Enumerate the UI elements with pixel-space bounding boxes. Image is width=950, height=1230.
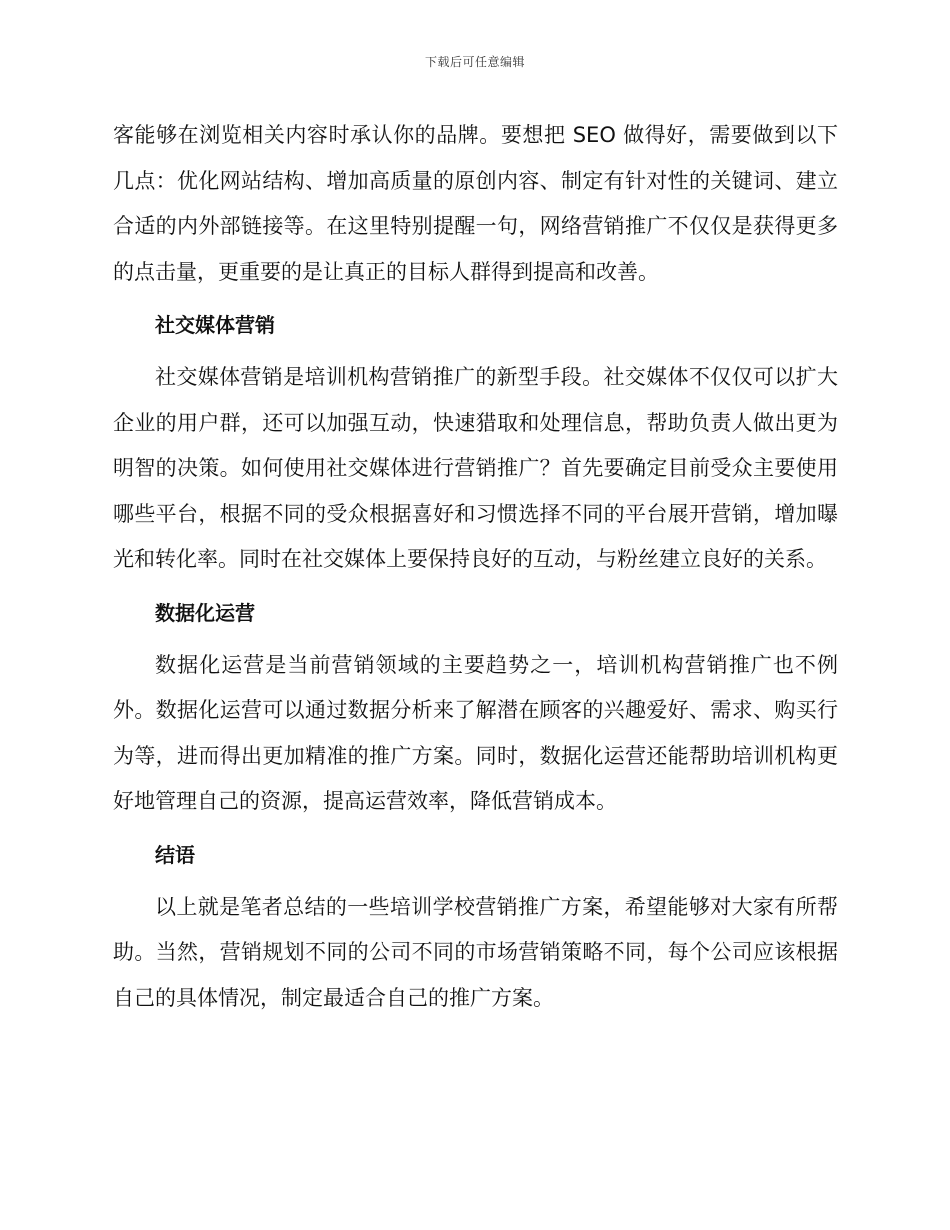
document-body <box>113 113 838 1021</box>
heading-conclusion: 结语 <box>155 842 195 867</box>
paragraph-conclusion: 以上就是笔者总结的一些培训学校营销推广方案，希望能够对大家有所帮助。当然，营销规划不同的公司不同的市场营销策略不同，每个公司应该根据自己的具体情况，制定最适合自己的推广方案。 <box>113 894 838 1010</box>
header-note: 下载后可任意编辑 <box>424 55 525 69</box>
heading-data-operations: 数据化运营 <box>155 600 255 625</box>
paragraph-seo-continued: 客能够在浏览相关内容时承认你的品牌。要想把 SEO 做得好，需要做到以下几点：优化网站结构、增加高质量的原创内容、制定有针对性的关键词、建立合适的内外部链接等。在这里特别提醒一句，网络营销推广不仅仅是获得更多的点击量，更重要的是让真正的目标人群得到提高和改善。 <box>113 123 838 284</box>
heading-social-media-marketing: 社交媒体营销 <box>155 313 275 337</box>
paragraph-data-operations: 数据化运营是当前营销领域的主要趋势之一，培训机构营销推广也不例外。数据化运营可以通过数据分析来了解潜在顾客的兴趣爱好、需求、购买行为等，进而得出更加精准的推广方案。同时，数据化运营还能帮助培训机构更好地管理自己的资源，提高运营效率，降低营销成本。 <box>113 652 838 813</box>
paragraph-social-media-marketing: 社交媒体营销是培训机构营销推广的新型手段。社交媒体不仅仅可以扩大企业的用户群，还可以加强互动，快速猎取和处理信息，帮助负责人做出更为明智的决策。如何使用社交媒体进行营销推广？首先要确定目前受众主要使用哪些平台，根据不同的受众根据喜好和习惯选择不同的平台展开营销，增加曝光和转化率。同时在社交媒体上要保持良好的互动，与粉丝建立良好的关系。 <box>113 365 838 571</box>
